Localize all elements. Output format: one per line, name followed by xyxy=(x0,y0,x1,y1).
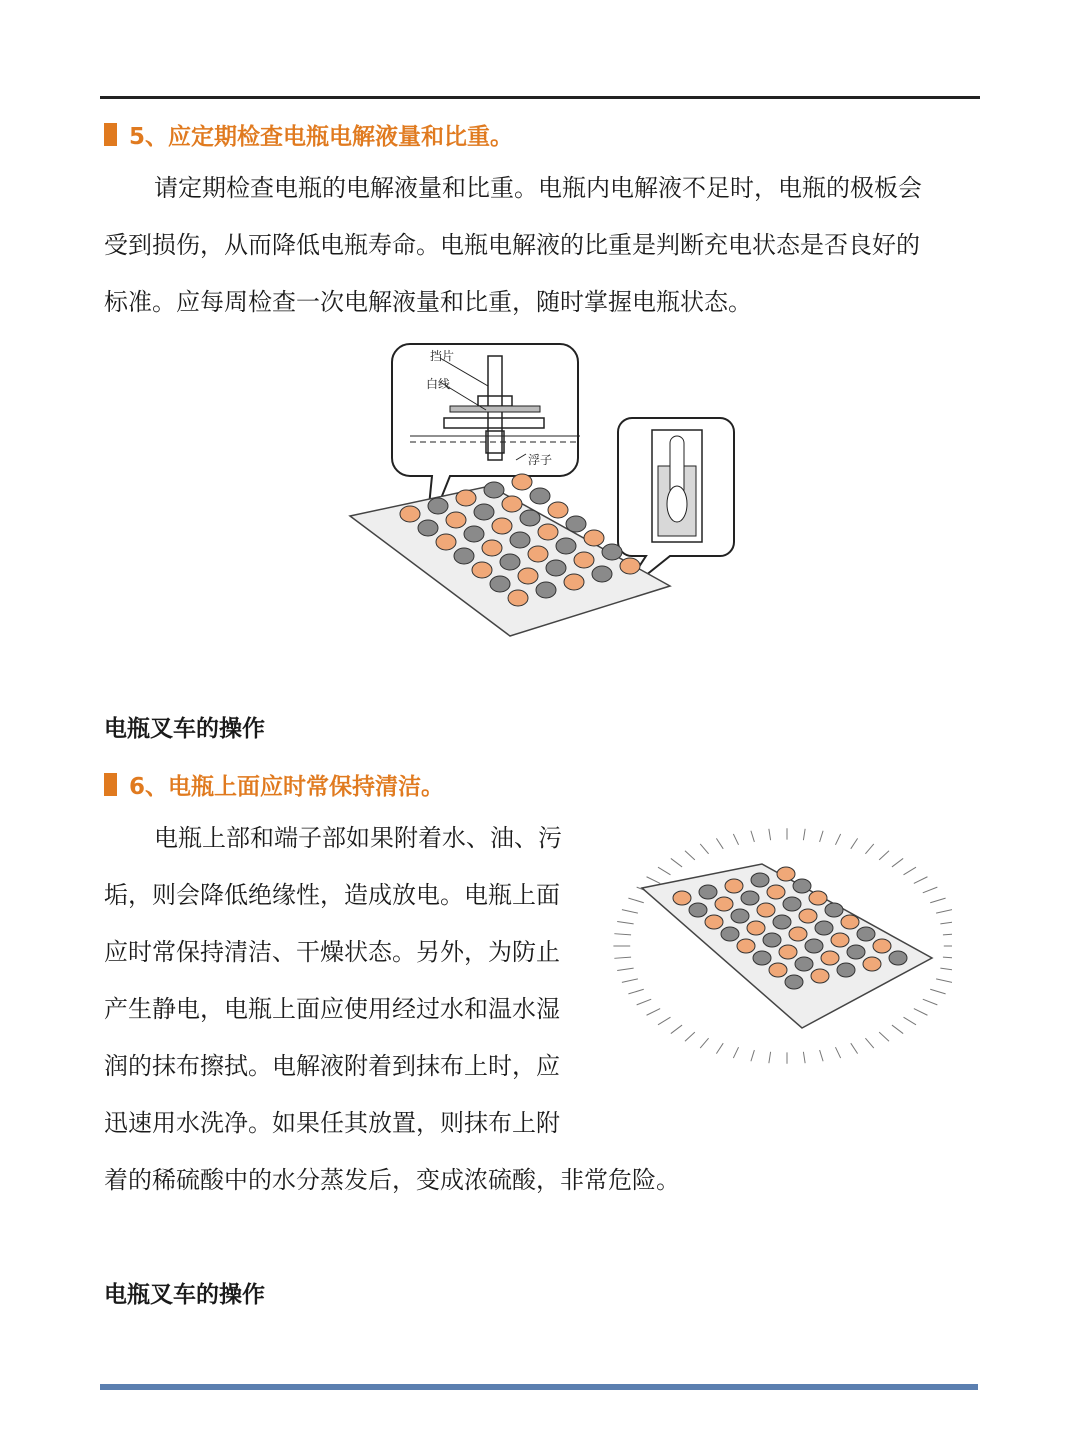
top-rule xyxy=(100,96,980,99)
vent-cap xyxy=(725,879,743,893)
sparkle-line xyxy=(940,968,952,970)
sparkle-line xyxy=(936,979,952,983)
vent-cap xyxy=(512,474,532,490)
terminal-cap xyxy=(490,576,510,592)
sparkle-line xyxy=(930,989,945,994)
sparkle-line xyxy=(879,851,889,860)
white-line-label: 白线 xyxy=(426,377,451,391)
vent-cap xyxy=(436,534,456,550)
vent-cap xyxy=(841,915,859,929)
vent-cap xyxy=(502,496,522,512)
sparkle-line xyxy=(879,1032,889,1041)
sparkle-line xyxy=(733,834,738,845)
sparkle-line xyxy=(820,1050,823,1061)
sparkle-line xyxy=(751,1050,754,1061)
sparkle-line xyxy=(904,867,916,875)
vent-cap xyxy=(400,506,420,522)
terminal-cap xyxy=(889,951,907,965)
sparkle-line xyxy=(892,1025,903,1033)
vent-cap xyxy=(809,891,827,905)
vent-cap xyxy=(673,891,691,905)
terminal-cap xyxy=(721,927,739,941)
sparkle-line xyxy=(892,858,903,866)
sparkle-line xyxy=(622,910,638,914)
terminal-cap xyxy=(464,526,484,542)
sparkle-line xyxy=(716,1043,723,1053)
sparkle-line xyxy=(803,829,805,840)
vent-cap xyxy=(873,939,891,953)
sparkle-line xyxy=(617,968,633,970)
subtitle-forklift-operation-2: 电瓶叉车的操作 xyxy=(104,1282,265,1308)
vent-cap xyxy=(538,524,558,540)
terminal-cap xyxy=(484,482,504,498)
sparkle-line xyxy=(943,934,952,935)
vent-cap xyxy=(705,915,723,929)
vent-cap xyxy=(799,909,817,923)
sparkle-line xyxy=(628,898,643,903)
terminal-cap xyxy=(857,927,875,941)
section-5-paragraph xyxy=(104,160,984,331)
paragraph-line: 标准。应每周检查一次电解液量和比重，随时掌握电瓶状态。 xyxy=(104,288,752,316)
section-5-heading-text: 5、应定期检查电瓶电解液量和比重。 xyxy=(129,124,514,150)
paragraph-line: 请定期检查电瓶的电解液量和比重。电瓶内电解液不足时，电瓶的极板会 xyxy=(154,174,922,202)
terminal-cap xyxy=(793,879,811,893)
terminal-cap xyxy=(474,504,494,520)
sparkle-line xyxy=(647,1009,661,1016)
terminal-cap xyxy=(454,548,474,564)
sparkle-line xyxy=(930,898,945,903)
orange-bar-icon xyxy=(104,123,117,146)
vent-cap xyxy=(737,939,755,953)
paragraph-line: 应时常保持清洁、干燥状态。另外，为防止 xyxy=(104,938,560,966)
clean-battery-figure xyxy=(612,828,952,1078)
vent-cap xyxy=(811,969,829,983)
sparkle-line xyxy=(658,867,670,875)
orange-bar-icon xyxy=(104,773,117,796)
vent-cap xyxy=(767,885,785,899)
sparkle-line xyxy=(943,957,952,958)
terminal-cap xyxy=(689,903,707,917)
paragraph-line: 垢，则会降低绝缘性，造成放电。电瓶上面 xyxy=(104,881,560,909)
terminal-cap xyxy=(815,921,833,935)
sparkle-line xyxy=(700,844,708,854)
terminal-cap xyxy=(731,909,749,923)
vent-cap xyxy=(456,490,476,506)
terminal-cap xyxy=(753,951,771,965)
sparkle-line xyxy=(685,851,695,860)
vent-cap xyxy=(482,540,502,556)
terminal-cap xyxy=(510,532,530,548)
terminal-cap xyxy=(536,582,556,598)
sparkle-line xyxy=(851,838,858,848)
vent-cap xyxy=(584,530,604,546)
sparkle-line xyxy=(865,1038,873,1048)
sparkle-line xyxy=(658,1017,670,1025)
sparkle-line xyxy=(647,877,661,884)
vent-cap xyxy=(757,903,775,917)
sparkle-line xyxy=(685,1032,695,1041)
sparkle-line xyxy=(751,831,754,842)
terminal-cap xyxy=(592,566,612,582)
vent-cap xyxy=(863,957,881,971)
sparkle-line xyxy=(622,979,638,983)
vent-cap xyxy=(620,558,640,574)
sparkle-line xyxy=(716,838,723,848)
vent-cap xyxy=(821,951,839,965)
subtitle-forklift-operation-1: 电瓶叉车的操作 xyxy=(104,716,265,742)
sparkle-line xyxy=(769,1052,771,1063)
sparkle-line xyxy=(940,922,952,924)
terminal-cap xyxy=(785,975,803,989)
vent-cap xyxy=(747,921,765,935)
vent-cap xyxy=(564,574,584,590)
terminal-cap xyxy=(520,510,540,526)
sparkle-line xyxy=(733,1047,738,1058)
terminal-cap xyxy=(805,939,823,953)
sparkle-line xyxy=(851,1043,858,1053)
terminal-cap xyxy=(500,554,520,570)
sparkle-line xyxy=(865,844,873,854)
terminal-cap xyxy=(741,891,759,905)
terminal-cap xyxy=(418,520,438,536)
sparkle-line xyxy=(923,887,938,893)
sparkle-line xyxy=(904,1017,916,1025)
terminal-cap xyxy=(699,885,717,899)
vent-cap xyxy=(789,927,807,941)
terminal-cap xyxy=(825,903,843,917)
battery-float-figure xyxy=(340,336,760,696)
vent-cap xyxy=(715,897,733,911)
paragraph-line: 电瓶上部和端子部如果附着水、油、污 xyxy=(154,824,562,852)
sparkle-line xyxy=(914,877,928,884)
terminal-cap xyxy=(751,873,769,887)
paragraph-line: 迅速用水洗净。如果任其放置，则抹布上附 xyxy=(104,1109,560,1137)
paragraph-line: 产生静电，电瓶上面应使用经过水和温水湿 xyxy=(104,995,560,1023)
vent-cap xyxy=(574,552,594,568)
vent-cap xyxy=(492,518,512,534)
sparkle-line xyxy=(628,989,643,994)
sparkle-line xyxy=(614,934,631,935)
terminal-cap xyxy=(783,897,801,911)
terminal-cap xyxy=(763,933,781,947)
sparkle-line xyxy=(614,957,631,958)
terminal-cap xyxy=(428,498,448,514)
section-6-heading xyxy=(104,768,444,801)
terminal-cap xyxy=(602,544,622,560)
sparkle-line xyxy=(671,858,682,866)
sparkle-line xyxy=(671,1025,682,1033)
sparkle-line xyxy=(637,999,652,1005)
float-label: 浮子 xyxy=(528,453,553,467)
terminal-cap xyxy=(530,488,550,504)
sparkle-line xyxy=(700,1038,708,1048)
sparkle-line xyxy=(835,834,840,845)
terminal-cap xyxy=(847,945,865,959)
sparkle-line xyxy=(835,1047,840,1058)
vent-cap xyxy=(446,512,466,528)
terminal-cap xyxy=(795,957,813,971)
footer-rule xyxy=(100,1384,978,1390)
sparkle-line xyxy=(769,829,771,840)
section-6-heading-text: 6、电瓶上面应时常保持清洁。 xyxy=(129,774,445,800)
terminal-cap xyxy=(773,915,791,929)
sparkle-line xyxy=(820,831,823,842)
vent-cap xyxy=(831,933,849,947)
sparkle-line xyxy=(617,922,633,924)
paragraph-line: 着的稀硫酸中的水分蒸发后，变成浓硫酸，非常危险。 xyxy=(104,1166,680,1194)
section-5-heading xyxy=(104,118,513,151)
sparkle-line xyxy=(914,1009,928,1016)
paragraph-line: 受到损伤，从而降低电瓶寿命。电瓶电解液的比重是判断充电状态是否良好的 xyxy=(104,231,920,259)
vent-cap xyxy=(518,568,538,584)
terminal-cap xyxy=(546,560,566,576)
terminal-cap xyxy=(556,538,576,554)
sparkle-line xyxy=(803,1052,805,1063)
vent-cap xyxy=(779,945,797,959)
vent-cap xyxy=(508,590,528,606)
vent-cap xyxy=(777,867,795,881)
vent-cap xyxy=(769,963,787,977)
vent-cap xyxy=(548,502,568,518)
sparkle-line xyxy=(923,999,938,1005)
vent-cap xyxy=(528,546,548,562)
sparkle-line xyxy=(936,910,952,914)
terminal-cap xyxy=(566,516,586,532)
vent-cap xyxy=(472,562,492,578)
paragraph-line: 润的抹布擦拭。电解液附着到抹布上时，应 xyxy=(104,1052,560,1080)
terminal-cap xyxy=(837,963,855,977)
baffle-label: 挡片 xyxy=(430,349,455,363)
